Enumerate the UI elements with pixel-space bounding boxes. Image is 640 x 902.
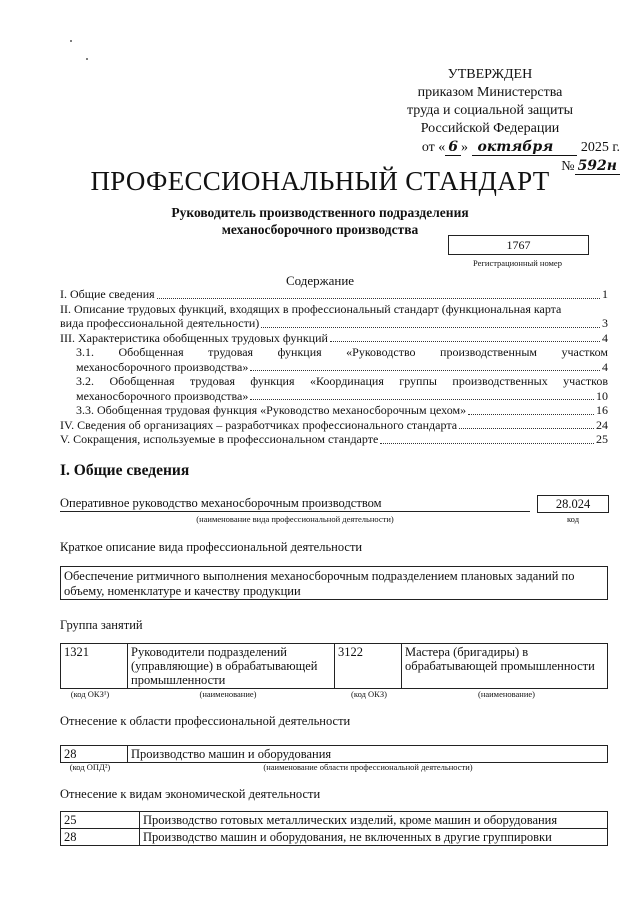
toc-item[interactable]	[60, 432, 608, 447]
economic-activity-label: Отнесение к видам экономической деятельности	[60, 787, 321, 801]
subtitle-line-1: Руководитель производственного подразделения	[171, 205, 469, 220]
handwritten-month: октября	[472, 139, 578, 156]
activity-name-caption: (наименование вида профессиональной деятельности)	[196, 514, 394, 524]
toc-item-page: 24	[596, 417, 608, 432]
toc-item[interactable]	[60, 302, 608, 331]
toc-item[interactable]	[60, 287, 608, 302]
document-subtitle	[0, 204, 640, 238]
toc-item-page: 10	[596, 388, 608, 403]
toc-item-text: III. Характеристика обобщенных трудовых функций	[60, 330, 328, 345]
year-text: 2025 г. №	[561, 140, 620, 174]
subtitle-line-2: механосборочного производства	[221, 222, 419, 237]
date-mid: »	[461, 140, 469, 155]
handwritten-day: 6	[445, 139, 461, 156]
toc-item[interactable]	[60, 345, 608, 374]
approval-block	[360, 66, 620, 176]
scan-speck	[70, 40, 72, 42]
toc-item-page: 4	[602, 330, 608, 345]
toc-item-text-cont: вида профессиональной деятельности)	[60, 316, 260, 330]
table-of-contents	[60, 287, 608, 447]
toc-item-text: I. Общие сведения	[60, 287, 155, 301]
opd-name-cell: Производство машин и оборудования	[128, 746, 608, 763]
occupation-group-table	[60, 643, 608, 689]
toc-item-text: 3.3. Обобщенная трудовая функция «Руководство механосборочным цехом»	[76, 403, 467, 417]
okved-name-cell: Производство машин и оборудования, не включенных в другие группировки	[140, 829, 608, 846]
date-prefix: от «	[421, 140, 446, 155]
okz-code-cell: 1321	[61, 644, 128, 689]
professional-area-table	[60, 745, 608, 763]
code-caption: код	[566, 514, 580, 524]
toc-item-page: 3	[602, 316, 608, 330]
professional-area-label: Отнесение к области профессиональной деятельности	[60, 714, 351, 728]
okz-code-cell-2: 3122	[335, 644, 402, 689]
okz-name-caption-2: (наименование)	[477, 689, 536, 699]
table-row	[61, 812, 608, 829]
okz-code-caption: (код ОКЗ¹)	[70, 689, 110, 699]
approval-line-2: приказом Министерства	[417, 85, 563, 100]
table-row	[61, 644, 608, 689]
approval-line-4: Российской Федерации	[420, 121, 560, 136]
approval-line-3: труда и социальной защиты	[407, 103, 573, 118]
toc-item-text-cont: механосборочного производства»	[76, 359, 249, 374]
toc-item[interactable]	[60, 403, 608, 418]
toc-item-text: V. Сокращения, используемые в профессиональном стандарте	[60, 432, 379, 446]
economic-activity-table	[60, 811, 608, 846]
opd-code-cell: 28	[61, 746, 128, 763]
document-title: ПРОФЕССИОНАЛЬНЫЙ СТАНДАРТ	[90, 166, 550, 196]
okved-code-cell: 25	[61, 812, 140, 829]
toc-item-text: II. Описание трудовых функций, входящих в профессиональный стандарт (функциональная карта	[60, 301, 562, 316]
brief-description-box: Обеспечение ритмичного выполнения механосборочным подразделением плановых заданий по объему, номенклатуре и качеству продукции	[60, 566, 608, 600]
activity-code-box: 28.024	[537, 495, 609, 513]
okz-name-caption: (наименование)	[199, 689, 257, 699]
scan-speck	[86, 58, 88, 60]
toc-item[interactable]	[60, 418, 608, 433]
toc-title: Содержание	[285, 273, 355, 288]
okz-name-cell-2: Мастера (бригадиры) в обрабатывающей промышленности	[402, 644, 608, 689]
toc-item-page: 4	[602, 359, 608, 374]
toc-item-page: 25	[596, 432, 608, 446]
handwritten-order-number: 592н	[575, 158, 620, 175]
okz-code-caption-2: (код ОКЗ)	[351, 689, 387, 699]
toc-item-text-cont: механосборочного производства»	[76, 388, 249, 403]
okz-name-cell: Руководители подразделений (управляющие) в обрабатывающей промышленности	[128, 644, 335, 689]
brief-description-label: Краткое описание вида профессиональной деятельности	[60, 540, 363, 554]
occupation-group-label: Группа занятий	[60, 618, 143, 632]
activity-name-field: Оперативное руководство механосборочным производством	[60, 496, 530, 512]
table-row	[61, 829, 608, 846]
opd-code-caption: (код ОПД²)	[69, 762, 111, 772]
toc-item-text: 3.1. Обобщенная трудовая функция «Руководство производственным участком	[76, 345, 608, 359]
toc-item-page: 16	[596, 403, 608, 417]
toc-item-page: 1	[602, 287, 608, 301]
approval-line-1: УТВЕРЖДЕН	[447, 67, 533, 82]
section-heading: I. Общие сведения	[60, 462, 190, 479]
toc-item[interactable]	[60, 374, 608, 403]
registration-number-label: Регистрационный номер	[473, 258, 562, 268]
okved-name-cell: Производство готовых металлических изделий, кроме машин и оборудования	[140, 812, 608, 829]
table-row	[61, 746, 608, 763]
toc-item-text: 3.2. Обобщенная трудовая функция «Координация группы производственных участков	[76, 374, 608, 388]
registration-number-box: 1767	[448, 235, 589, 255]
opd-name-caption: (наименование области профессиональной деятельности)	[263, 762, 473, 772]
toc-item[interactable]	[60, 331, 608, 346]
toc-item-text: IV. Сведения об организациях – разработчиках профессионального стандарта	[60, 417, 458, 432]
okved-code-cell: 28	[61, 829, 140, 846]
